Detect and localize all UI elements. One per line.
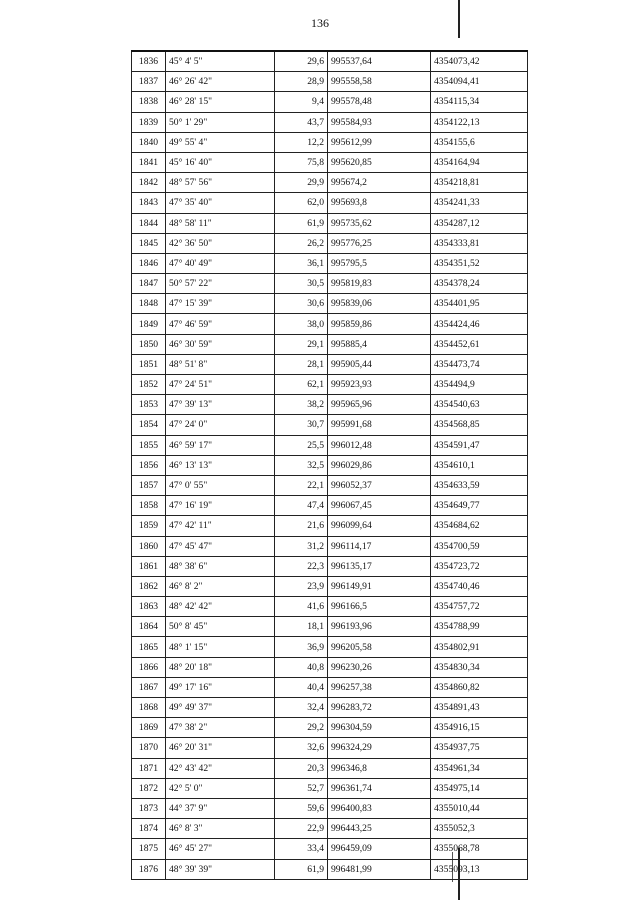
segment-length-cell: 28,9 <box>275 72 328 92</box>
coordinate-x-cell: 996193,96 <box>328 617 431 637</box>
segment-length-cell: 36,9 <box>275 637 328 657</box>
segment-length-cell: 32,4 <box>275 698 328 718</box>
coordinate-x-cell: 996230,26 <box>328 657 431 677</box>
coordinate-x-cell: 996361,74 <box>328 778 431 798</box>
point-number-cell: 1872 <box>132 778 166 798</box>
coordinate-y-cell: 4354378,24 <box>431 274 528 294</box>
table-row <box>132 819 528 839</box>
point-number-cell: 1866 <box>132 657 166 677</box>
point-number-cell: 1851 <box>132 354 166 374</box>
direction-angle-cell: 48° 20' 18" <box>166 657 275 677</box>
segment-length-cell: 21,6 <box>275 516 328 536</box>
direction-angle-cell: 50° 8' 45" <box>166 617 275 637</box>
direction-angle-cell: 44° 37' 9" <box>166 798 275 818</box>
segment-length-cell: 40,8 <box>275 657 328 677</box>
coordinate-y-cell: 4354684,62 <box>431 516 528 536</box>
point-number-cell: 1846 <box>132 253 166 273</box>
table-row <box>132 314 528 334</box>
coordinate-x-cell: 996283,72 <box>328 698 431 718</box>
coordinate-y-cell: 4354287,12 <box>431 213 528 233</box>
coordinate-y-cell: 4354633,59 <box>431 475 528 495</box>
coordinate-y-cell: 4354494,9 <box>431 375 528 395</box>
table-row <box>132 415 528 435</box>
coordinate-x-cell: 995735,62 <box>328 213 431 233</box>
segment-length-cell: 23,9 <box>275 576 328 596</box>
coordinate-y-cell: 4354788,99 <box>431 617 528 637</box>
point-number-cell: 1859 <box>132 516 166 536</box>
direction-angle-cell: 47° 40' 49" <box>166 253 275 273</box>
table-row <box>132 637 528 657</box>
segment-length-cell: 26,2 <box>275 233 328 253</box>
table-row <box>132 72 528 92</box>
table-row <box>132 839 528 859</box>
direction-angle-cell: 48° 57' 56" <box>166 173 275 193</box>
coordinate-x-cell: 996324,29 <box>328 738 431 758</box>
direction-angle-cell: 46° 20' 31" <box>166 738 275 758</box>
table-row <box>132 475 528 495</box>
point-number-cell: 1862 <box>132 576 166 596</box>
table-row <box>132 395 528 415</box>
coordinate-y-cell: 4354333,81 <box>431 233 528 253</box>
segment-length-cell: 32,5 <box>275 455 328 475</box>
direction-angle-cell: 48° 51' 8" <box>166 354 275 374</box>
coordinate-y-cell: 4355068,78 <box>431 839 528 859</box>
table-row <box>132 597 528 617</box>
point-number-cell: 1837 <box>132 72 166 92</box>
coordinate-x-cell: 996099,64 <box>328 516 431 536</box>
coordinate-x-cell: 995991,68 <box>328 415 431 435</box>
direction-angle-cell: 46° 26' 42" <box>166 72 275 92</box>
coordinate-x-cell: 995905,44 <box>328 354 431 374</box>
coordinate-y-cell: 4354568,85 <box>431 415 528 435</box>
coordinate-x-cell: 996029,86 <box>328 455 431 475</box>
table-row <box>132 698 528 718</box>
point-number-cell: 1855 <box>132 435 166 455</box>
direction-angle-cell: 42° 43' 42" <box>166 758 275 778</box>
point-number-cell: 1858 <box>132 496 166 516</box>
direction-angle-cell: 46° 8' 3" <box>166 819 275 839</box>
coordinate-y-cell: 4354961,34 <box>431 758 528 778</box>
table-row <box>132 536 528 556</box>
segment-length-cell: 22,9 <box>275 819 328 839</box>
coordinate-y-cell: 4355010,44 <box>431 798 528 818</box>
segment-length-cell: 29,2 <box>275 718 328 738</box>
direction-angle-cell: 47° 24' 0" <box>166 415 275 435</box>
direction-angle-cell: 48° 1' 15" <box>166 637 275 657</box>
direction-angle-cell: 45° 4' 5" <box>166 51 275 72</box>
segment-length-cell: 18,1 <box>275 617 328 637</box>
coordinate-x-cell: 995674,2 <box>328 173 431 193</box>
coordinate-y-cell: 4354241,33 <box>431 193 528 213</box>
coordinate-y-cell: 4354937,75 <box>431 738 528 758</box>
coordinate-y-cell: 4354802,91 <box>431 637 528 657</box>
coordinate-x-cell: 996205,58 <box>328 637 431 657</box>
table-row <box>132 213 528 233</box>
point-number-cell: 1875 <box>132 839 166 859</box>
direction-angle-cell: 48° 58' 11" <box>166 213 275 233</box>
direction-angle-cell: 46° 28' 15" <box>166 92 275 112</box>
segment-length-cell: 62,1 <box>275 375 328 395</box>
coordinate-y-cell: 4355052,3 <box>431 819 528 839</box>
coordinate-y-cell: 4354830,34 <box>431 657 528 677</box>
direction-angle-cell: 48° 42' 42" <box>166 597 275 617</box>
segment-length-cell: 30,6 <box>275 294 328 314</box>
point-number-cell: 1874 <box>132 819 166 839</box>
table-row <box>132 576 528 596</box>
segment-length-cell: 20,3 <box>275 758 328 778</box>
coordinate-y-cell: 4354155,6 <box>431 132 528 152</box>
coordinate-x-cell: 995584,93 <box>328 112 431 132</box>
point-number-cell: 1850 <box>132 334 166 354</box>
direction-angle-cell: 47° 15' 39" <box>166 294 275 314</box>
segment-length-cell: 40,4 <box>275 677 328 697</box>
point-number-cell: 1864 <box>132 617 166 637</box>
direction-angle-cell: 50° 57' 22" <box>166 274 275 294</box>
direction-angle-cell: 46° 59' 17" <box>166 435 275 455</box>
coordinate-x-cell: 996257,38 <box>328 677 431 697</box>
table-row <box>132 718 528 738</box>
point-number-cell: 1869 <box>132 718 166 738</box>
direction-angle-cell: 46° 8' 2" <box>166 576 275 596</box>
table-row <box>132 738 528 758</box>
table-row <box>132 294 528 314</box>
table-row <box>132 375 528 395</box>
point-number-cell: 1844 <box>132 213 166 233</box>
point-number-cell: 1867 <box>132 677 166 697</box>
point-number-cell: 1841 <box>132 152 166 172</box>
point-number-cell: 1847 <box>132 274 166 294</box>
direction-angle-cell: 47° 38' 2" <box>166 718 275 738</box>
coordinate-x-cell: 995620,85 <box>328 152 431 172</box>
coordinate-y-cell: 4354740,46 <box>431 576 528 596</box>
coordinate-y-cell: 4354610,1 <box>431 455 528 475</box>
direction-angle-cell: 47° 42' 11" <box>166 516 275 536</box>
segment-length-cell: 32,6 <box>275 738 328 758</box>
direction-angle-cell: 47° 0' 55" <box>166 475 275 495</box>
direction-angle-cell: 47° 45' 47" <box>166 536 275 556</box>
direction-angle-cell: 47° 39' 13" <box>166 395 275 415</box>
table-row <box>132 112 528 132</box>
segment-length-cell: 28,1 <box>275 354 328 374</box>
coordinate-y-cell: 4355093,13 <box>431 859 528 879</box>
coordinate-x-cell: 996114,17 <box>328 536 431 556</box>
coordinate-y-cell: 4354700,59 <box>431 536 528 556</box>
direction-angle-cell: 42° 36' 50" <box>166 233 275 253</box>
coordinate-x-cell: 995558,58 <box>328 72 431 92</box>
coordinate-y-cell: 4354452,61 <box>431 334 528 354</box>
page-number: 136 <box>311 16 329 30</box>
point-number-cell: 1860 <box>132 536 166 556</box>
coordinate-x-cell: 995819,83 <box>328 274 431 294</box>
segment-length-cell: 30,7 <box>275 415 328 435</box>
coordinate-y-cell: 4354122,13 <box>431 112 528 132</box>
coordinate-y-cell: 4354424,46 <box>431 314 528 334</box>
table-row <box>132 778 528 798</box>
segment-length-cell: 61,9 <box>275 213 328 233</box>
table-row <box>132 253 528 273</box>
point-number-cell: 1836 <box>132 51 166 72</box>
table-row <box>132 51 528 72</box>
coordinate-y-cell: 4354540,63 <box>431 395 528 415</box>
coordinate-y-cell: 4354891,43 <box>431 698 528 718</box>
point-number-cell: 1838 <box>132 92 166 112</box>
direction-angle-cell: 42° 5' 0" <box>166 778 275 798</box>
table-row <box>132 556 528 576</box>
coordinate-y-cell: 4354757,72 <box>431 597 528 617</box>
direction-angle-cell: 49° 55' 4" <box>166 132 275 152</box>
table-row <box>132 132 528 152</box>
table-row <box>132 496 528 516</box>
point-number-cell: 1863 <box>132 597 166 617</box>
table-row <box>132 173 528 193</box>
point-number-cell: 1849 <box>132 314 166 334</box>
coordinate-y-cell: 4354723,72 <box>431 556 528 576</box>
point-number-cell: 1852 <box>132 375 166 395</box>
point-number-cell: 1840 <box>132 132 166 152</box>
coordinate-x-cell: 996052,37 <box>328 475 431 495</box>
point-number-cell: 1873 <box>132 798 166 818</box>
direction-angle-cell: 47° 35' 40" <box>166 193 275 213</box>
point-number-cell: 1853 <box>132 395 166 415</box>
segment-length-cell: 47,4 <box>275 496 328 516</box>
segment-length-cell: 43,7 <box>275 112 328 132</box>
segment-length-cell: 29,6 <box>275 51 328 72</box>
coordinate-y-cell: 4354916,15 <box>431 718 528 738</box>
coordinate-x-cell: 996012,48 <box>328 435 431 455</box>
coordinate-y-cell: 4354473,74 <box>431 354 528 374</box>
segment-length-cell: 29,1 <box>275 334 328 354</box>
segment-length-cell: 33,4 <box>275 839 328 859</box>
table-row <box>132 274 528 294</box>
point-number-cell: 1856 <box>132 455 166 475</box>
table-row <box>132 455 528 475</box>
point-number-cell: 1865 <box>132 637 166 657</box>
coordinate-x-cell: 995612,99 <box>328 132 431 152</box>
segment-length-cell: 52,7 <box>275 778 328 798</box>
direction-angle-cell: 45° 16' 40" <box>166 152 275 172</box>
point-number-cell: 1842 <box>132 173 166 193</box>
table-row <box>132 617 528 637</box>
direction-angle-cell: 47° 16' 19" <box>166 496 275 516</box>
direction-angle-cell: 47° 24' 51" <box>166 375 275 395</box>
point-number-cell: 1854 <box>132 415 166 435</box>
coordinate-x-cell: 996443,25 <box>328 819 431 839</box>
coordinate-x-cell: 995965,96 <box>328 395 431 415</box>
coordinate-y-cell: 4354591,47 <box>431 435 528 455</box>
coordinate-x-cell: 996481,99 <box>328 859 431 879</box>
coordinate-x-cell: 996135,17 <box>328 556 431 576</box>
coordinate-x-cell: 995859,86 <box>328 314 431 334</box>
direction-angle-cell: 46° 13' 13" <box>166 455 275 475</box>
segment-length-cell: 31,2 <box>275 536 328 556</box>
segment-length-cell: 30,5 <box>275 274 328 294</box>
coordinate-y-cell: 4354351,52 <box>431 253 528 273</box>
coordinate-y-cell: 4354649,77 <box>431 496 528 516</box>
coordinate-x-cell: 996166,5 <box>328 597 431 617</box>
coordinates-table <box>131 50 528 880</box>
coordinate-x-cell: 996459,09 <box>328 839 431 859</box>
coordinate-y-cell: 4354094,41 <box>431 72 528 92</box>
segment-length-cell: 38,0 <box>275 314 328 334</box>
table-row <box>132 334 528 354</box>
point-number-cell: 1868 <box>132 698 166 718</box>
coordinate-x-cell: 995795,5 <box>328 253 431 273</box>
point-number-cell: 1839 <box>132 112 166 132</box>
coordinate-x-cell: 996067,45 <box>328 496 431 516</box>
coordinate-x-cell: 995693,8 <box>328 193 431 213</box>
coordinate-x-cell: 995776,25 <box>328 233 431 253</box>
direction-angle-cell: 48° 39' 39" <box>166 859 275 879</box>
coordinate-x-cell: 996149,91 <box>328 576 431 596</box>
segment-length-cell: 25,5 <box>275 435 328 455</box>
direction-angle-cell: 49° 49' 37" <box>166 698 275 718</box>
coordinate-x-cell: 995578,48 <box>328 92 431 112</box>
direction-angle-cell: 49° 17' 16" <box>166 677 275 697</box>
segment-length-cell: 62,0 <box>275 193 328 213</box>
table-row <box>132 354 528 374</box>
point-number-cell: 1876 <box>132 859 166 879</box>
direction-angle-cell: 47° 46' 59" <box>166 314 275 334</box>
direction-angle-cell: 46° 30' 59" <box>166 334 275 354</box>
segment-length-cell: 38,2 <box>275 395 328 415</box>
coordinate-x-cell: 996346,8 <box>328 758 431 778</box>
coordinate-y-cell: 4354164,94 <box>431 152 528 172</box>
table-row <box>132 233 528 253</box>
direction-angle-cell: 50° 1' 29" <box>166 112 275 132</box>
coordinate-x-cell: 995923,93 <box>328 375 431 395</box>
point-number-cell: 1845 <box>132 233 166 253</box>
point-number-cell: 1843 <box>132 193 166 213</box>
direction-angle-cell: 46° 45' 27" <box>166 839 275 859</box>
coordinate-x-cell: 995839,06 <box>328 294 431 314</box>
point-number-cell: 1870 <box>132 738 166 758</box>
segment-length-cell: 41,6 <box>275 597 328 617</box>
coordinate-y-cell: 4354218,81 <box>431 173 528 193</box>
coordinate-y-cell: 4354860,82 <box>431 677 528 697</box>
table-row <box>132 516 528 536</box>
table-row <box>132 798 528 818</box>
segment-length-cell: 61,9 <box>275 859 328 879</box>
segment-length-cell: 22,1 <box>275 475 328 495</box>
table-row <box>132 758 528 778</box>
segment-length-cell: 12,2 <box>275 132 328 152</box>
segment-length-cell: 22,3 <box>275 556 328 576</box>
scan-edge-mark <box>458 0 460 38</box>
coordinate-y-cell: 4354401,95 <box>431 294 528 314</box>
table-row <box>132 92 528 112</box>
table-row <box>132 657 528 677</box>
coordinate-x-cell: 995537,64 <box>328 51 431 72</box>
coordinate-x-cell: 996400,83 <box>328 798 431 818</box>
segment-length-cell: 36,1 <box>275 253 328 273</box>
coordinate-y-cell: 4354073,42 <box>431 51 528 72</box>
table-row <box>132 152 528 172</box>
table-row <box>132 859 528 879</box>
direction-angle-cell: 48° 38' 6" <box>166 556 275 576</box>
coordinate-x-cell: 996304,59 <box>328 718 431 738</box>
table-row <box>132 677 528 697</box>
point-number-cell: 1848 <box>132 294 166 314</box>
segment-length-cell: 29,9 <box>275 173 328 193</box>
segment-length-cell: 75,8 <box>275 152 328 172</box>
segment-length-cell: 59,6 <box>275 798 328 818</box>
coordinate-y-cell: 4354975,14 <box>431 778 528 798</box>
point-number-cell: 1871 <box>132 758 166 778</box>
coordinate-x-cell: 995885,4 <box>328 334 431 354</box>
coordinate-y-cell: 4354115,34 <box>431 92 528 112</box>
point-number-cell: 1861 <box>132 556 166 576</box>
segment-length-cell: 9,4 <box>275 92 328 112</box>
table-row <box>132 435 528 455</box>
point-number-cell: 1857 <box>132 475 166 495</box>
table-row <box>132 193 528 213</box>
